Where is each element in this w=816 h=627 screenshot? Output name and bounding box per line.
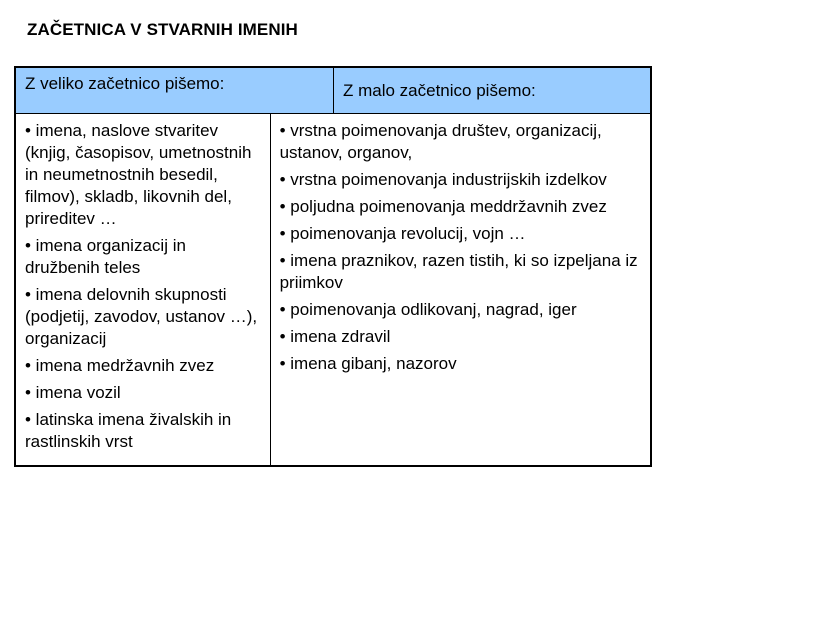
list-item: • poimenovanja odlikovanj, nagrad, iger <box>279 300 577 319</box>
table-body-row <box>16 114 650 465</box>
header-uppercase: Z veliko začetnico pišemo: <box>16 68 334 113</box>
uppercase-rules-cell <box>16 114 271 465</box>
list-item: • imena vozil <box>25 383 121 402</box>
page-title: ZAČETNICA V STVARNIH IMENIH <box>27 20 298 39</box>
list-item: • latinska imena živalskih in rastlinskih vrst <box>25 410 232 451</box>
uppercase-rules-list <box>25 120 262 453</box>
lowercase-rules-list <box>280 120 642 375</box>
table-header-row <box>16 68 650 114</box>
list-item: • imena organizacij in družbenih teles <box>25 236 186 277</box>
header-lowercase: Z malo začetnico pišemo: <box>343 81 536 100</box>
list-item: • imena praznikov, razen tistih, ki so izpeljana iz priimkov <box>279 251 638 292</box>
list-item: • imena gibanj, nazorov <box>279 354 457 373</box>
list-item: • vrstna poimenovanja industrijskih izdelkov <box>279 170 607 189</box>
list-item: • imena zdravil <box>279 327 391 346</box>
list-item: • imena, naslove stvaritev (knjig, časopisov, umetnostnih in neumetnostnih besedil, filmov), skladb, likovnih del, prireditev … <box>25 121 252 228</box>
list-item: • poimenovanja revolucij, vojn … <box>279 224 526 243</box>
list-item: • poljudna poimenovanja meddržavnih zvez <box>279 197 607 216</box>
list-item: • imena delovnih skupnosti (podjetij, zavodov, ustanov …), organizacij <box>25 285 258 348</box>
list-item: • imena medržavnih zvez <box>25 356 215 375</box>
capitalization-table <box>14 66 652 467</box>
list-item: • vrstna poimenovanja društev, organizacij, ustanov, organov, <box>279 121 602 162</box>
lowercase-rules-cell <box>271 114 650 465</box>
